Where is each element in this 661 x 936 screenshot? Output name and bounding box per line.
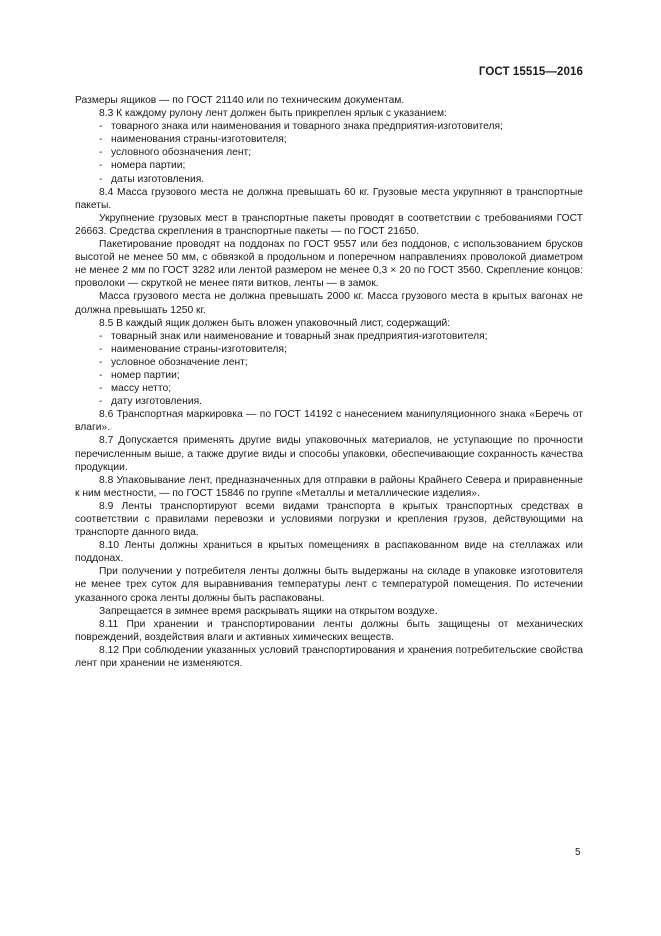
paragraph: Пакетирование проводят на поддонах по ГОСТ 9557 или без поддонов, с использованием брусков высотой не менее 50 мм, с обвязкой в продольном и поперечном направлениях проволокой диаметром не менее 2 мм по ГОСТ 3282 или лентой размером не менее 0,3 × 20 по ГОСТ 3560. Скрепление концов: проволоки — скруткой не менее пяти витков, ленты — в замок. [75,239,583,290]
list-item-text: условного обозначения лент; [111,147,252,159]
paragraph: 8.3 К каждому рулону лент должен быть прикреплен ярлык с указанием: [99,108,447,120]
list-item [75,146,583,159]
document-body [75,94,583,670]
paragraph: 8.6 Транспортная маркировка — по ГОСТ 14192 с нанесением манипуляционного знака «Беречь от влаги». [75,409,583,434]
dash-bullet: - [99,147,103,159]
paragraph: 8.9 Ленты транспортируют всеми видами транспорта в крытых транспортных средствах в соответствии с правилами перевозки и условиями погрузки и крепления грузов, действующими на транспорте данного вида. [75,500,583,539]
paragraph: При получении у потребителя ленты должны быть выдержаны на складе в упаковке изготовителя не менее трех суток для выравнивания температуры лент с температурой помещения. По истечении указанного срока ленты должны быть распакованы. [75,566,583,604]
paragraph: 8.11 При хранении и транспортировании ленты должны быть защищены от механических повреждений, воздействия влаги и активных химических веществ. [75,618,583,643]
list-item [75,356,583,369]
dash-bullet: - [99,134,103,146]
list-item-text: условное обозначение лент; [111,356,248,368]
list-item [75,330,583,343]
dash-bullet: - [99,121,103,133]
list-item [75,159,583,172]
dash-bullet: - [99,173,103,185]
standard-header: ГОСТ 15515—2016 [478,66,583,78]
list-item [75,382,583,395]
paragraph: 8.8 Упаковывание лент, предназначенных для отправки в районы Крайнего Севера и приравненные к ним местности, — по ГОСТ 15846 по группе «Металлы и металлические изделия». [75,474,583,499]
list-item-text: номера партии; [111,160,186,172]
dash-bullet: - [99,369,103,381]
list-item-text: массу нетто; [111,383,172,395]
list-item [75,395,583,408]
paragraph: 8.5 В каждый ящик должен быть вложен упаковочный лист, содержащий: [99,317,451,329]
list-item [75,133,583,146]
paragraph: Размеры ящиков — по ГОСТ 21140 или по техническим документам. [75,95,405,106]
list-item [75,343,583,356]
list-item-text: наименование страны-изготовителя; [111,343,287,355]
paragraph: 8.10 Ленты должны храниться в крытых помещениях в распакованном виде на стеллажах или поддонах. [75,540,583,565]
paragraph: 8.7 Допускается применять другие виды упаковочных материалов, не уступающие по прочности перечисленным выше, а также другие виды и способы упаковки, обеспечивающие сохранность качества продукции. [75,435,583,473]
paragraph: Укрупнение грузовых мест в транспортные пакеты проводят в соответствии с требованиями ГОСТ 26663. Средства скрепления в транспортные пакеты — по ГОСТ 21650. [75,212,583,237]
list-item-text: товарный знак или наименование и товарный знак предприятия-изготовителя; [111,330,488,342]
dash-bullet: - [99,330,103,342]
list-item-text: наименования страны-изготовителя; [111,134,287,146]
dash-bullet: - [99,160,103,172]
list-item-text: номер партии; [111,369,180,381]
page-number: 5 [575,847,581,858]
dash-bullet: - [99,396,103,408]
list-item [75,369,583,382]
paragraph: 8.12 При соблюдении указанных условий транспортирования и хранения потребительские свойства лент при хранении не изменяются. [75,644,583,670]
list-item-text: даты изготовления. [111,173,205,185]
list-item [75,120,583,133]
dash-bullet: - [99,356,103,368]
dash-bullet: - [99,383,103,395]
dash-bullet: - [99,343,103,355]
paragraph: 8.4 Масса грузового места не должна превышать 60 кг. Грузовые места укрупняют в транспортные пакеты. [75,186,583,211]
paragraph: Масса грузового места не должна превышать 2000 кг. Масса грузового места в крытых вагонах не должна превышать 1250 кг. [75,291,583,316]
list-item [75,173,583,186]
list-item-text: дату изготовления. [111,396,203,408]
list-item-text: товарного знака или наименования и товарного знака предприятия-изготовителя; [111,121,503,133]
paragraph: Запрещается в зимнее время раскрывать ящики на открытом воздухе. [99,605,438,617]
